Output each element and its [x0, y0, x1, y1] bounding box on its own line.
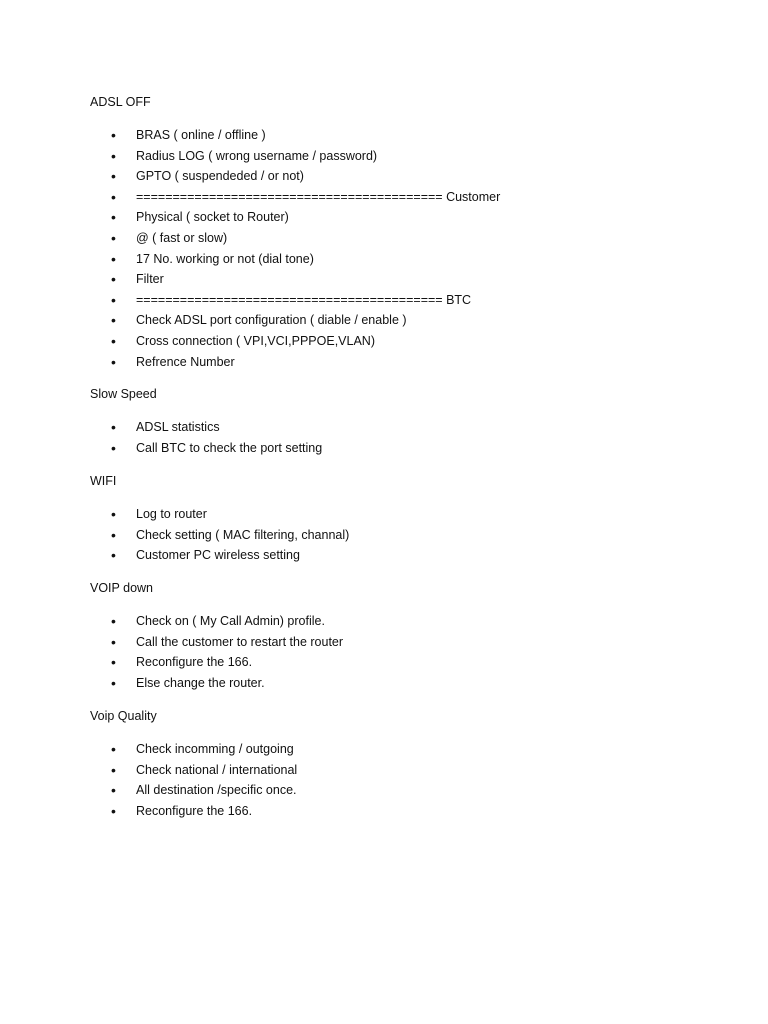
bullet-icon: •	[111, 439, 116, 456]
bullet-icon: •	[111, 353, 116, 370]
list-item-text: 17 No. working or not (dial tone)	[136, 251, 314, 266]
list-item-text: Check national / international	[136, 762, 298, 777]
bullet-icon: •	[111, 741, 116, 757]
section-heading-wifi: WIFI	[90, 474, 117, 488]
bullet-icon: •	[111, 229, 116, 246]
list-item-text: Refrence Number	[136, 354, 235, 369]
section-heading-slow-speed: Slow Speed	[90, 387, 157, 401]
list-item-text: Check setting ( MAC filtering, channal)	[136, 527, 350, 542]
list-item-text: Check incomming / outgoing	[136, 742, 294, 756]
list-item-text: Cross connection ( VPI,VCI,PPPOE,VLAN)	[136, 333, 375, 348]
list-item-text: ========================================== Customer	[136, 189, 501, 204]
list-item-text: Log to router	[136, 507, 207, 521]
list-item-text: Call the customer to restart the router	[136, 634, 344, 649]
bullet-icon: •	[111, 332, 116, 349]
bullet-icon: •	[111, 782, 116, 799]
bullet-icon: •	[111, 147, 116, 164]
list-item-text: All destination /specific once.	[136, 783, 297, 798]
bullet-icon: •	[111, 168, 116, 185]
bullet-icon: •	[111, 188, 116, 205]
list-item-text: ========================================== BTC	[136, 292, 472, 307]
list-item-text: Check on ( My Call Admin) profile.	[136, 614, 325, 628]
list-item-text: Reconfigure the 166.	[136, 655, 253, 670]
bullet-icon: •	[111, 209, 116, 226]
bullet-icon: •	[111, 506, 116, 522]
section-heading-voip-quality: Voip Quality	[90, 709, 157, 723]
section-heading-voip-down: VOIP down	[90, 581, 154, 595]
bullet-icon: •	[111, 291, 116, 308]
section-heading-adsl-off: ADSL OFF	[90, 95, 151, 109]
list-item-text: Customer PC wireless setting	[136, 548, 300, 563]
bullet-icon: •	[111, 654, 116, 671]
bullet-icon: •	[111, 250, 116, 267]
bullet-icon: •	[111, 127, 116, 143]
list-item-text: GPTO ( suspendeded / or not)	[136, 169, 304, 184]
list-item-text: ADSL statistics	[136, 420, 220, 434]
bullet-icon: •	[111, 761, 116, 778]
bullet-icon: •	[111, 674, 116, 691]
bullet-icon: •	[111, 613, 116, 629]
list-item-text: Radius LOG ( wrong username / password)	[136, 148, 378, 163]
bullet-icon: •	[111, 312, 116, 329]
bullet-icon: •	[111, 633, 116, 650]
list-item-text: Check ADSL port configuration ( diable / enable )	[136, 313, 407, 328]
bullet-icon: •	[111, 526, 116, 543]
list-item-text: @ ( fast or slow)	[136, 230, 228, 245]
bullet-icon: •	[111, 271, 116, 288]
bullet-icon: •	[111, 802, 116, 819]
list-item-text: BRAS ( online / offline )	[136, 128, 266, 142]
bullet-icon: •	[111, 547, 116, 564]
list-item-text: Filter	[136, 272, 164, 287]
list-item-text: Reconfigure the 166.	[136, 803, 253, 818]
list-item-text: Else change the router.	[136, 675, 265, 690]
list-item-text: Call BTC to check the port setting	[136, 440, 323, 455]
list-item-text: Physical ( socket to Router)	[136, 210, 289, 225]
bullet-icon: •	[111, 419, 116, 435]
